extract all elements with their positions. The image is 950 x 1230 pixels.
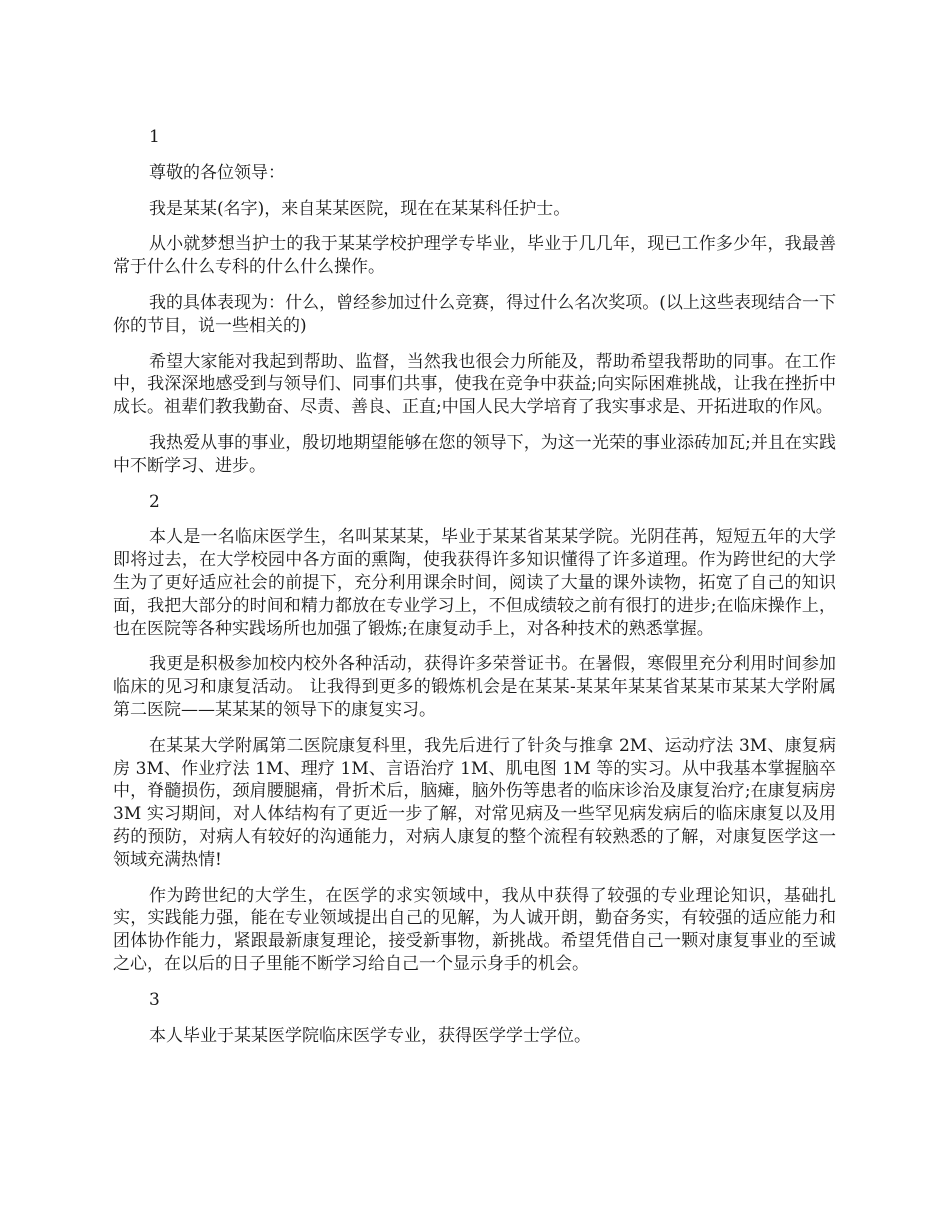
section-number: 1 — [149, 127, 160, 147]
paragraph: 从小就梦想当护士的我于某某学校护理学专毕业，毕业于几几年，现已工作多少年，我最善常于什么什么专科的什么什么操作。 — [113, 234, 836, 278]
paragraph: 我热爱从事的事业，殷切地期望能够在您的领导下，为这一光荣的事业添砖加瓦;并且在实践中不断学习、进步。 — [113, 432, 836, 476]
paragraph: 希望大家能对我起到帮助、监督，当然我也很会力所能及，帮助希望我帮助的同事。在工作中，我深深地感受到与领导们、同事们共事，使我在竞争中获益;向实际困难挑战，让我在挫折中成长。祖辈们教我勤奋、尽责、善良、正直;中国人民大学培育了我实事求是、开拓进取的作风。 — [113, 351, 836, 418]
section-number: 3 — [149, 989, 160, 1010]
section-number: 2 — [149, 491, 160, 512]
paragraph: 我是某某(名字)，来自某某医院，现在在某某科任护士。 — [149, 198, 571, 219]
paragraph: 在某某大学附属第二医院康复科里，我先后进行了针灸与推拿 2M、运动疗法 3M、康复病房 3M、作业疗法 1M、理疗 1M、言语治疗 1M、肌电图 1M 等的实习。从中我基本掌握脑卒中，脊髓损伤，颈肩腰腿痛，骨折术后，脑瘫，脑外伤等患者的临床诊治及康复治疗;在康复病房 3M 实习期间，对人体结构有了更近一步了解，对常见病及一些罕见病发病后的临床康复以及用药的预防，对病人有较好的沟通能力，对病人康复的整个流程有较熟悉的了解，对康复医学这一领域充满热情! — [113, 735, 836, 870]
paragraph: 我更是积极参加校内校外各种活动，获得许多荣誉证书。在暑假，寒假里充分利用时间参加临床的见习和康复活动。 让我得到更多的锻炼机会是在某某-某某年某某省某某市某某大学附属第二医院——某某某的领导下的康复实习。 — [113, 654, 836, 720]
paragraph: 本人毕业于某某医学院临床医学专业，获得医学学士学位。 — [149, 1025, 591, 1046]
salutation: 尊敬的各位领导： — [149, 162, 285, 183]
paragraph: 作为跨世纪的大学生，在医学的求实领域中，我从中获得了较强的专业理论知识，基础扎实，实践能力强，能在专业领域提出自己的见解，为人诚开朗，勤奋务实，有较强的适应能力和团体协作能力，紧跟最新康复理论，接受新事物，新挑战。希望凭借自己一颗对康复事业的至诚之心，在以后的日子里能不断学习给自己一个显示身手的机会。 — [113, 885, 836, 974]
document-body — [113, 126, 836, 1060]
paragraph: 本人是一名临床医学生，名叫某某某，毕业于某某省某某学院。光阴荏苒，短短五年的大学即将过去，在大学校园中各方面的熏陶，使我获得许多知识懂得了许多道理。作为跨世纪的大学生为了更好适应社会的前提下，充分利用课余时间，阅读了大量的课外读物，拓宽了自己的知识面，我把大部分的时间和精力都放在专业学习上，不但成绩较之前有很打的进步;在临床操作上，也在医院等各种实践场所也加强了锻炼;在康复动手上，对各种技术的熟悉掌握。 — [113, 527, 836, 639]
paragraph: 我的具体表现为：什么，曾经参加过什么竞赛，得过什么名次奖项。(以上这些表现结合一下你的节目，说一些相关的) — [113, 292, 836, 336]
